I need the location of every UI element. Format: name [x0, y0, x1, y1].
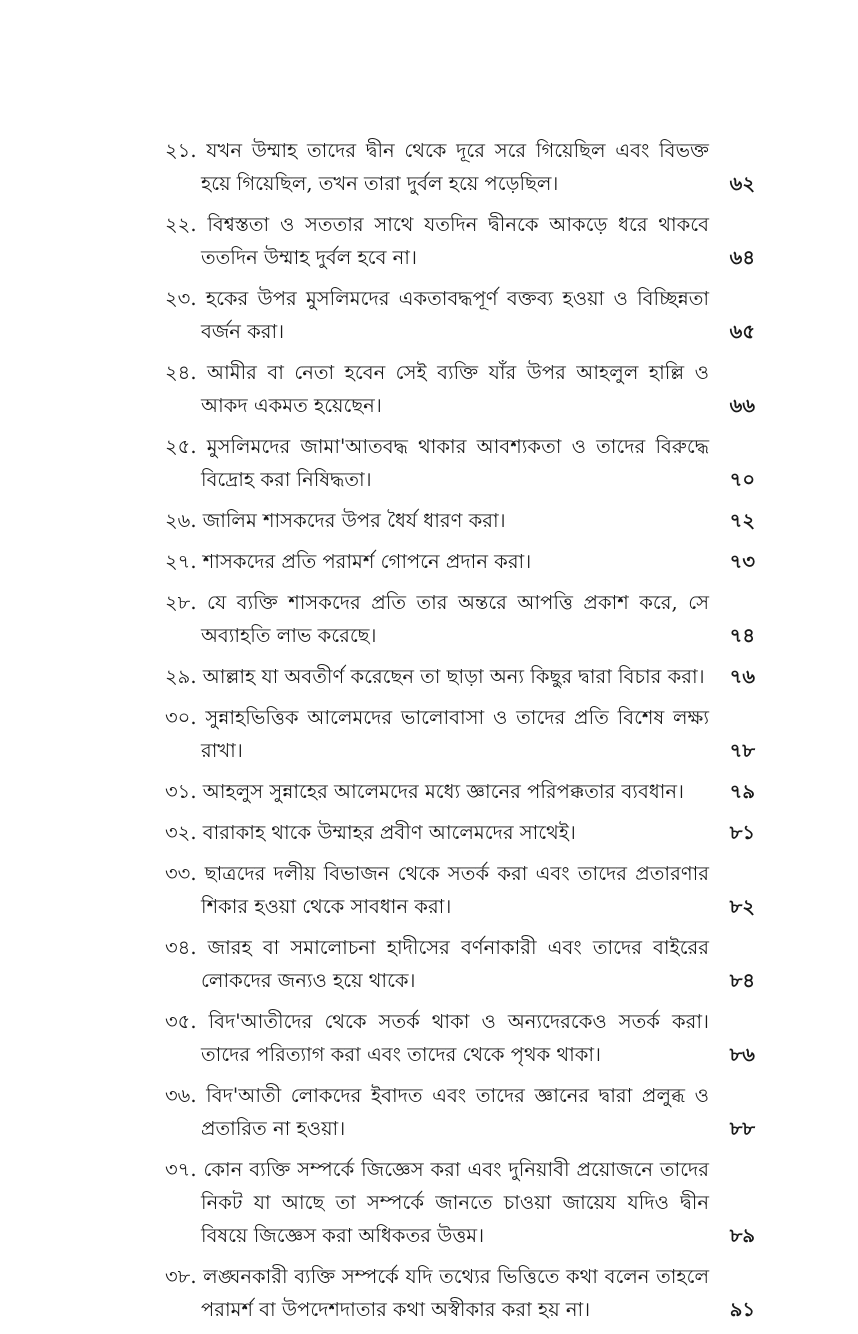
toc-entry-page-number: ৭৩: [729, 550, 755, 573]
toc-entry-30: [165, 701, 755, 767]
toc-entry-title: ২২. বিশ্বস্ততা ও সততার সাথে যতদিন দ্বীনকে আকড়ে ধরে থাকবে ততদিন উম্মাহ দুর্বল হবে না।: [165, 213, 709, 269]
toc-entry-27: [165, 545, 755, 578]
toc-entry-title: ২৭. শাসকদের প্রতি পরামর্শ গোপনে প্রদান করা।: [165, 550, 532, 573]
toc-entry-36: [165, 1079, 755, 1145]
toc-entry-28: [165, 586, 755, 652]
toc-entry-21: [165, 134, 755, 200]
toc-entry-page-number: ৮৯: [729, 1224, 755, 1247]
toc-entry-page-number: ৭৪: [729, 624, 755, 647]
toc-entry-title: ২৩. হকের উপর মুসলিমদের একতাবদ্ধপূর্ণ বক্তব্য হওয়া ও বিচ্ছিন্নতা বর্জন করা।: [165, 287, 709, 343]
toc-entry-25: [165, 430, 755, 496]
toc-entry-34: [165, 931, 755, 997]
toc-entry-title: ৩৭. কোন ব্যক্তি সম্পর্কে জিজ্ঞেস করা এবং দুনিয়াবী প্রয়োজনে তাদের নিকট যা আছে তা সম্পর্কে জানতে চাওয়া জায়েয যদিও দ্বীন বিষয়ে জিজ্ঞেস করা অধিকতর উত্তম।: [165, 1158, 709, 1247]
toc-entry-title: ৩৮. লঙ্ঘনকারী ব্যক্তি সম্পর্কে যদি তথ্যের ভিত্তিতে কথা বলেন তাহলে পরামর্শ বা উপদেশদাতার কথা অস্বীকার করা হয় না।: [165, 1265, 709, 1321]
table-of-contents: [165, 134, 755, 1334]
toc-entry-24: [165, 356, 755, 422]
toc-entry-38: [165, 1260, 755, 1326]
toc-entry-title: ৩৩. ছাত্রদের দলীয় বিভাজন থেকে সতর্ক করা এবং তাদের প্রতারণার শিকার হওয়া থেকে সাবধান করা।: [165, 862, 709, 918]
toc-entry-page-number: ৭৬: [729, 665, 755, 688]
toc-entry-35: [165, 1005, 755, 1071]
toc-entry-page-number: ৭০: [729, 468, 755, 491]
toc-entry-22: [165, 208, 755, 274]
toc-entry-26: [165, 504, 755, 537]
toc-entry-title: ৩২. বারাকাহ থাকে উম্মাহর প্রবীণ আলেমদের সাথেই।: [165, 821, 576, 844]
toc-entry-23: [165, 282, 755, 348]
toc-entry-32: [165, 816, 755, 849]
toc-entry-33: [165, 857, 755, 923]
toc-entry-title: ৩৪. জারহ বা সমালোচনা হাদীসের বর্ণনাকারী এবং তাদের বাইরের লোকদের জন্যও হয়ে থাকে।: [165, 936, 709, 992]
toc-entry-title: ৩৬. বিদ'আতী লোকদের ইবাদত এবং তাদের জ্ঞানের দ্বারা প্রলুব্ধ ও প্রতারিত না হওয়া।: [165, 1084, 709, 1140]
toc-entry-page-number: ৬৫: [729, 320, 755, 343]
toc-entry-37: [165, 1153, 755, 1252]
toc-entry-title: ৩১. আহলুস সুন্নাহের আলেমদের মধ্যে জ্ঞানের পরিপক্কতার ব্যবধান।: [165, 780, 685, 803]
toc-entry-page-number: ৭৮: [729, 739, 755, 762]
toc-entry-31: [165, 775, 755, 808]
toc-entry-page-number: ৬২: [729, 172, 755, 195]
toc-entry-title: ২১. যখন উম্মাহ তাদের দ্বীন থেকে দূরে সরে গিয়েছিল এবং বিভক্ত হয়ে গিয়েছিল, তখন তারা দুর্বল হয়ে পড়েছিল।: [165, 139, 709, 195]
toc-entry-29: [165, 660, 755, 693]
toc-entry-page-number: ৭২: [729, 509, 755, 532]
toc-entry-page-number: ৮৬: [729, 1043, 755, 1066]
toc-entry-page-number: ৬৬: [729, 394, 755, 417]
toc-entry-page-number: ৮৮: [729, 1117, 755, 1140]
toc-entry-title: ২৬. জালিম শাসকদের উপর ধৈর্য ধারণ করা।: [165, 509, 506, 532]
toc-entry-title: ৩৫. বিদ'আতীদের থেকে সতর্ক থাকা ও অন্যদেরকেও সতর্ক করা। তাদের পরিত্যাগ করা এবং তাদের থেকে পৃথক থাকা।: [165, 1010, 709, 1066]
toc-entry-title: ৩০. সুন্নাহভিত্তিক আলেমদের ভালোবাসা ও তাদের প্রতি বিশেষ লক্ষ্য রাখা।: [165, 706, 709, 762]
toc-entry-page-number: ৬৪: [729, 246, 755, 269]
toc-entry-title: ২৪. আমীর বা নেতা হবেন সেই ব্যক্তি যাঁর উপর আহলুল হাল্লি ও আকদ একমত হয়েছেন।: [165, 361, 709, 417]
toc-entry-page-number: ৯১: [729, 1298, 755, 1321]
toc-entry-page-number: ৮৪: [729, 969, 755, 992]
toc-entry-page-number: ৮২: [729, 895, 755, 918]
toc-entry-title: ২৫. মুসলিমদের জামা'আতবদ্ধ থাকার আবশ্যকতা ও তাদের বিরুদ্ধে বিদ্রোহ করা নিষিদ্ধতা।: [165, 435, 709, 491]
toc-entry-page-number: ৭৯: [729, 780, 755, 803]
toc-entry-page-number: ৮১: [729, 821, 755, 844]
toc-entry-title: ২৮. যে ব্যক্তি শাসকদের প্রতি তার অন্তরে আপত্তি প্রকাশ করে, সে অব্যাহতি লাভ করেছে।: [165, 591, 709, 647]
toc-entry-title: ২৯. আল্লাহ যা অবতীর্ণ করেছেন তা ছাড়া অন্য কিছুর দ্বারা বিচার করা।: [165, 665, 705, 688]
